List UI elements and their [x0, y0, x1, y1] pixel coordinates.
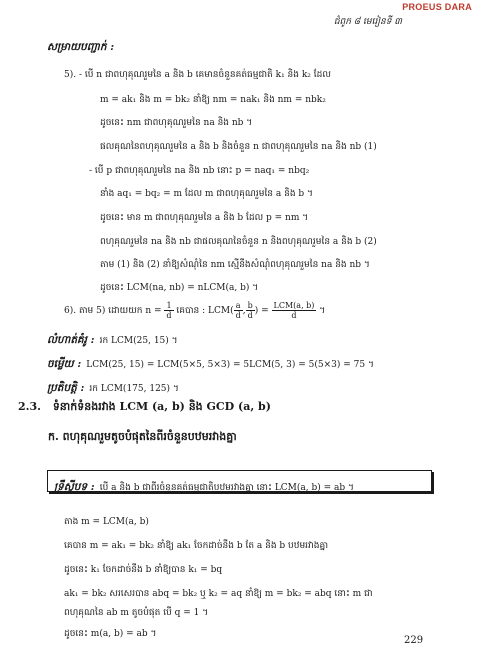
- chapter-header: ជំពូក ៨ មេរៀនទី ៣: [333, 17, 402, 27]
- exercise-label: ប្រតិបត្តិ :: [47, 382, 85, 394]
- formula-close: ) =: [254, 306, 269, 316]
- answer-text: LCM(25, 15) = LCM(5×5, 5×3) = 5LCM(5, 3) = 5(5×3) = 75 ។: [86, 360, 374, 370]
- proof-line: តាម (1) និង (2) នាំឱ្យសំណុំនៃ nm ស្មើនឹងសំណុំពហុគុណរួមនៃ na និង nb ។: [100, 260, 370, 270]
- fraction-a-over-d: $\frac{a}{d}$: [235, 301, 241, 320]
- proof2-line: ពហុគុណនៃ ab m តូចបំផុត បើ q = 1 ។: [64, 608, 209, 618]
- example-label: លំហាត់គំរូ :: [47, 334, 95, 346]
- proof-heading: សម្រាយបញ្ជាក់ :: [47, 41, 115, 53]
- example-text: រក LCM(25, 15) ។: [99, 336, 178, 346]
- proof-line: m = ak₁ និង m = bk₂ នាំឱ្យ nm = nak₁ និង nm = nbk₂: [100, 95, 326, 105]
- proof-line: ដូចនេះ nm ជាពហុគុណរួមនៃ na និង nb ។: [100, 118, 253, 128]
- brand-label: PROEUS DARA: [402, 2, 472, 12]
- theorem-row: [54, 475, 354, 496]
- proof2-line: គេបាន m = ak₁ = bk₂ នាំឱ្យ ak₁ ចែកដាច់នឹង b តែ a និង b បឋមរវាងគ្នា: [64, 541, 329, 551]
- page-number: 229: [404, 635, 424, 646]
- theorem-text: បើ a និង b ជាពីរចំនួនគត់ធម្មជាតិបឋមរវាងគ្នា នោះ LCM(a, b) = ab ។: [99, 483, 354, 493]
- answer-row: [47, 352, 374, 373]
- proof-line: នាំង aq₁ = bq₂ = m ដែល m ជាពហុគុណរួមនៃ a និង b ។: [100, 189, 313, 199]
- theorem-label: ទ្រឹស្តីបទ :: [54, 481, 95, 493]
- proof-line: ពហុគុណរួមនៃ na និង nb ជាផលគុណនៃចំនួន n និងពហុគុណរួមនៃ a និង b (2): [100, 237, 377, 247]
- exercise-text: រក LCM(175, 125) ។: [89, 384, 179, 394]
- section-heading: [18, 400, 271, 416]
- proof2-line: ak₁ = bk₂ សរសេរបាន abq = bk₂ ឬ k₂ = aq នាំឱ្យ m = bk₂ = abq នោះ m ជា: [64, 589, 373, 599]
- answer-label: ចម្លើយ :: [47, 358, 82, 370]
- section-title: ទំនាក់ទំនងរវាង LCM (a, b) និង GCD (a, b): [52, 400, 271, 413]
- formula-mid: គេបាន : LCM(: [176, 306, 234, 316]
- subsection-heading: ក. ពហុគុណរួមតូចបំផុតនៃពីរចំនួនបឋមរវាងគ្នា: [48, 430, 237, 443]
- example-row: [47, 328, 178, 349]
- proof-line: ផលគុណនៃពហុគុណរួមនៃ a និង b និងចំនួន n ជាពហុគុណរួមនៃ na និង nb (1): [100, 142, 377, 152]
- proof-line: ដូចនេះ មាន m ជាពហុគុណរួមនៃ a និង b ដែល p = nm ។: [100, 213, 309, 223]
- proof-line: 5). - បើ n ជាពហុគុណរួមនៃ a និង b គេមានចំនួនគត់ធម្មជាតិ k₁ និង k₂ ដែល: [64, 70, 331, 80]
- proof2-line: តាង m = LCM(a, b): [64, 517, 149, 527]
- exercise-row: [47, 376, 179, 397]
- formula-prefix: 6). តាម 5) ដោយយក n =: [64, 306, 162, 316]
- proof-line: ដូចនេះ LCM(na, nb) = nLCM(a, b) ។: [100, 283, 259, 293]
- proof2-line: ដូចនេះ k₁ ចែកដាច់នឹង b នាំឱ្យបាន k₁ = bq: [64, 565, 223, 575]
- formula-end: ។: [319, 306, 326, 316]
- formula-line-6: 6). តាម 5) ដោយយក n = $\frac{1}{d}$ គេបាន : LCM( $\frac{a}{d}$ , $\frac{b}{d}$ ) = $\frac{\text{LCM(a, b)}}{d}$ ។: [64, 301, 326, 320]
- fraction-b-over-d: $\frac{b}{d}$: [247, 301, 253, 320]
- fraction-lcm-over-d: $\frac{\text{LCM(a, b)}}{d}$: [273, 301, 315, 320]
- fraction-one-over-d: $\frac{1}{d}$: [166, 301, 172, 320]
- section-number: 2.3.: [18, 400, 41, 413]
- proof-line: - បើ p ជាពហុគុណរួមនៃ na និង nb នោះ p = naq₁ = nbq₂: [89, 166, 310, 176]
- proof2-line: ដូចនេះ m(a, b) = ab ។: [64, 629, 157, 639]
